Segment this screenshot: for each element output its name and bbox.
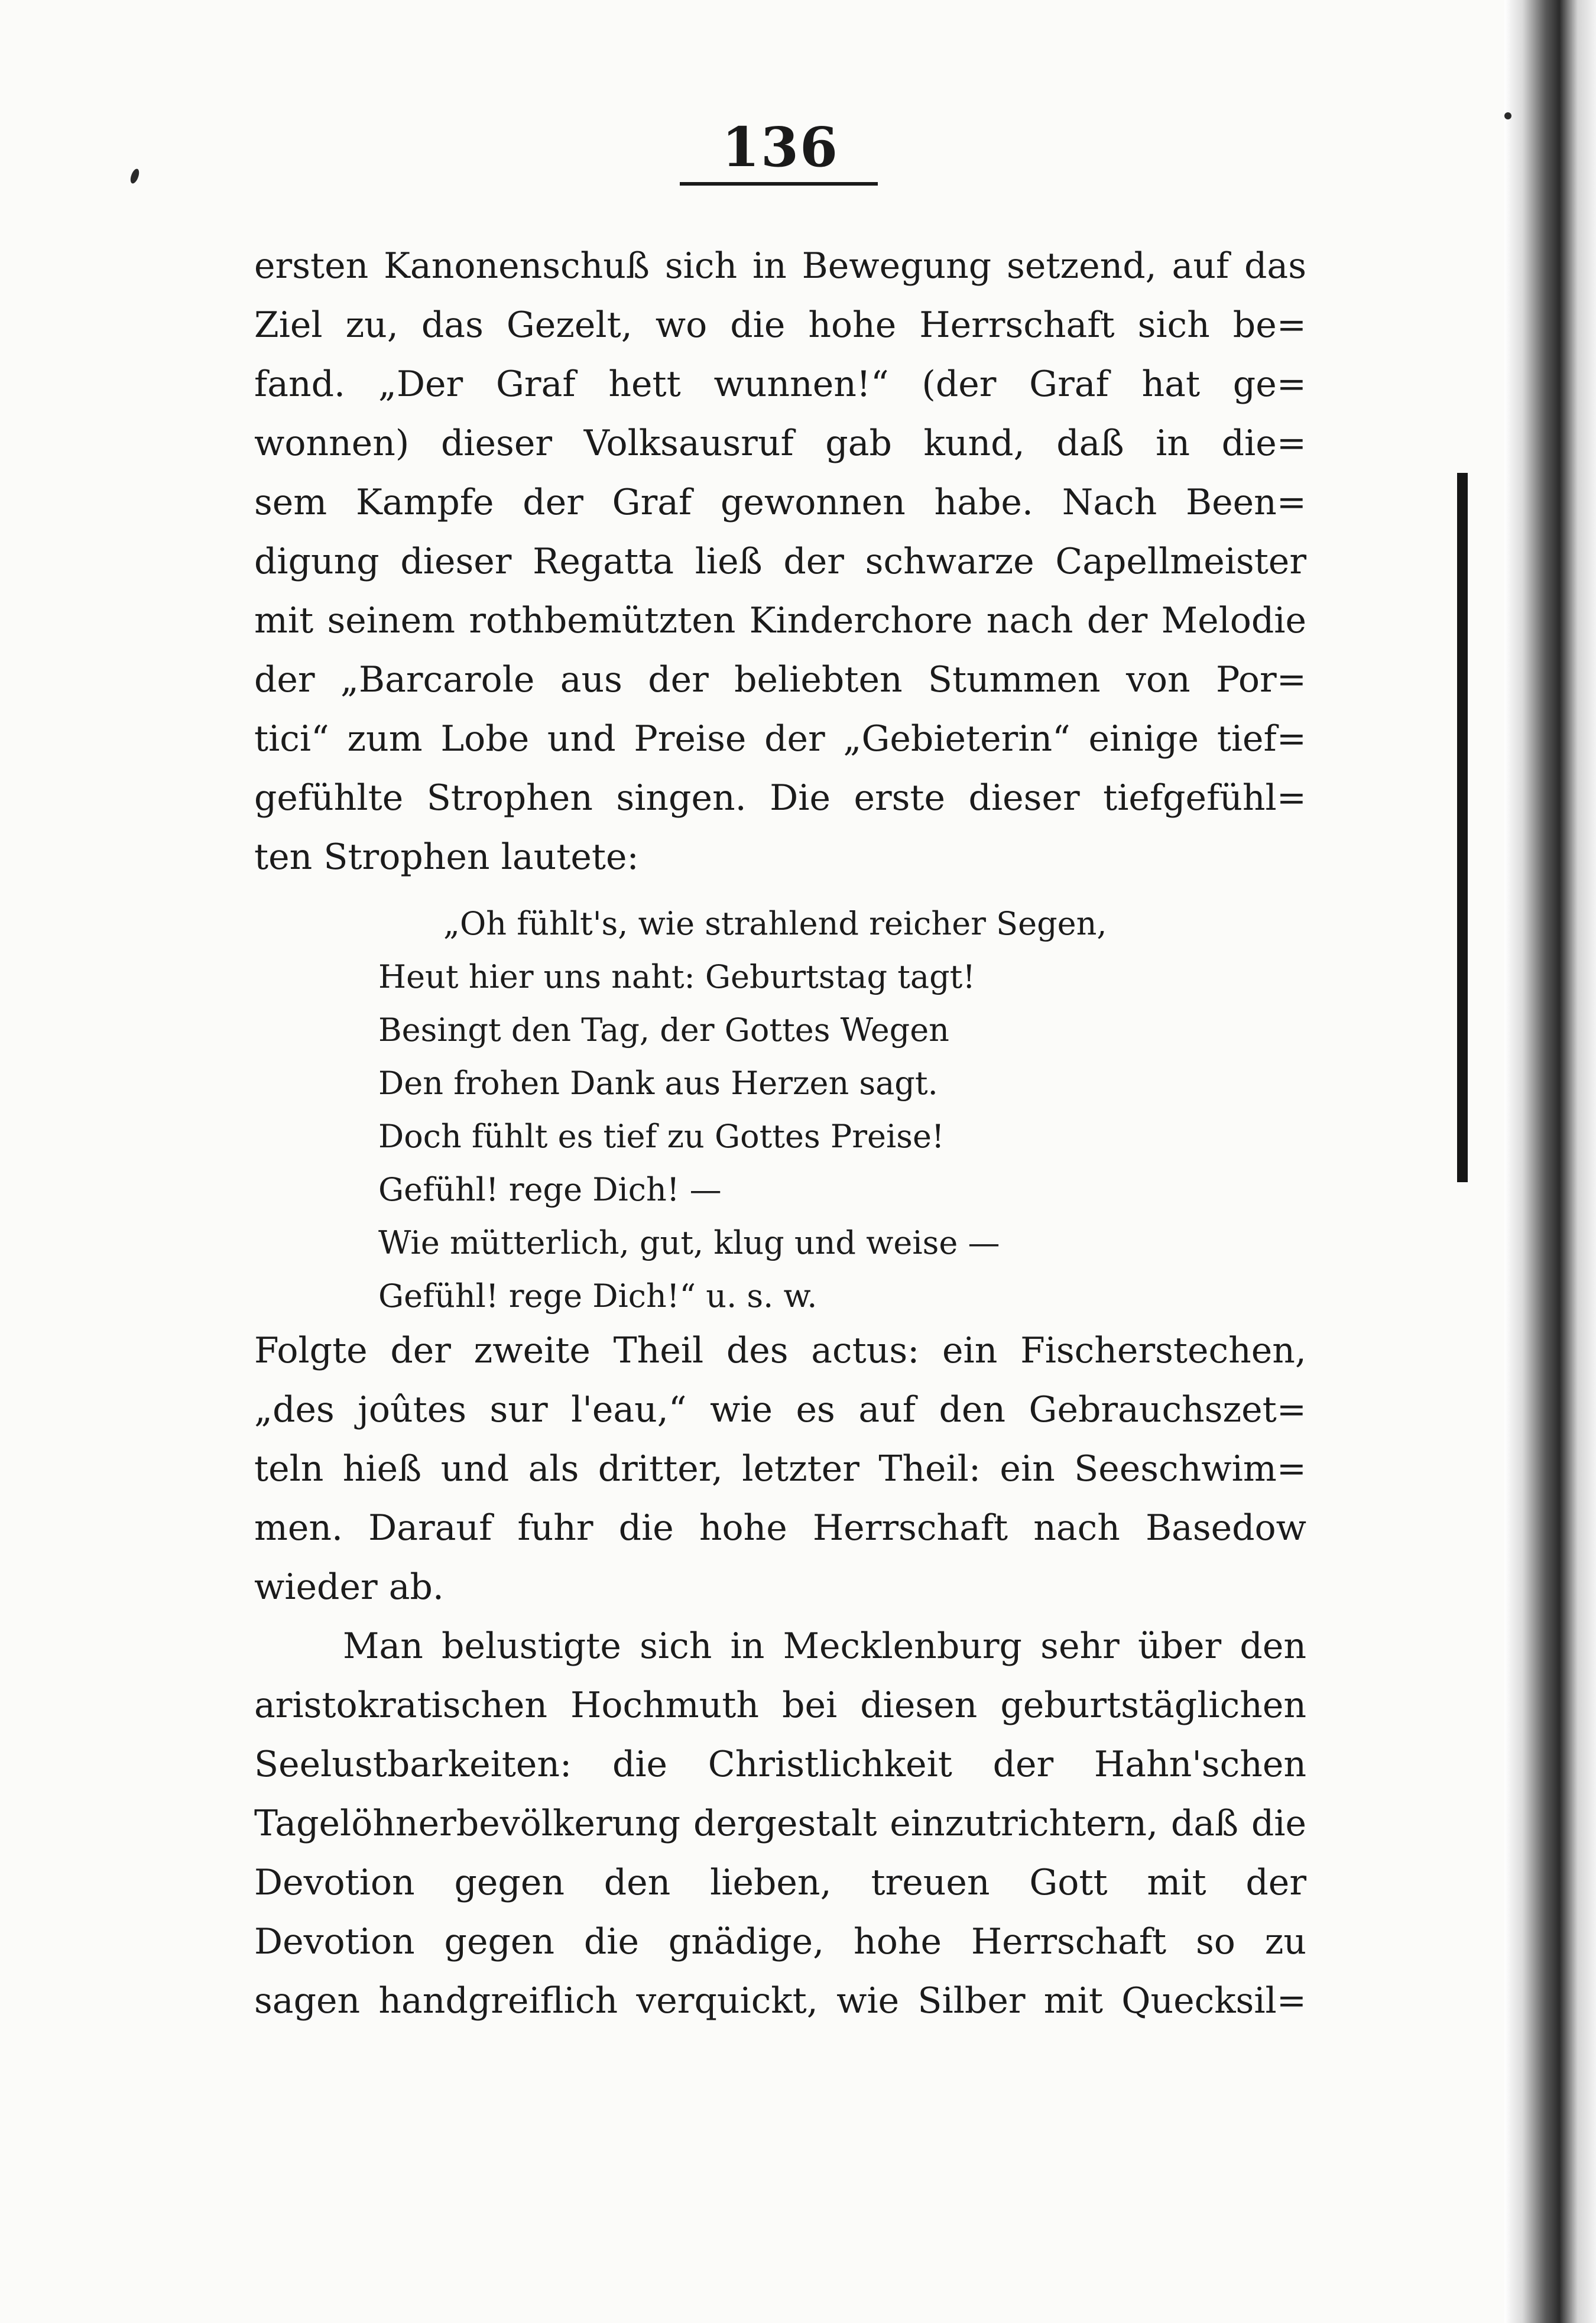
text-line: men. Darauf fuhr die hohe Herrschaft nach Basedow bbox=[254, 1507, 1306, 1549]
paragraph-3 bbox=[254, 1617, 1306, 2030]
page-number: 136 bbox=[721, 115, 839, 179]
paragraph-2 bbox=[254, 1321, 1306, 1617]
poem-line: Wie mütterlich, gut, klug und weise — bbox=[378, 1224, 1000, 1261]
text-line: ten Strophen lautete: bbox=[254, 836, 639, 878]
text-line: Devotion gegen den lieben, treuen Gott mit der bbox=[254, 1862, 1306, 1903]
text-line: Devotion gegen die gnädige, hohe Herrschaft so zu bbox=[254, 1921, 1306, 1962]
poem-stanza bbox=[378, 897, 1265, 1323]
text-line: mit seinem rothbemützten Kinderchore nach der Melodie bbox=[254, 600, 1306, 641]
text-line: gefühlte Strophen singen. Die erste dieser tiefgefühl= bbox=[254, 777, 1306, 819]
scan-edge-bar bbox=[1457, 473, 1468, 1182]
text-line: wonnen) dieser Volksausruf gab kund, daß in die= bbox=[254, 423, 1306, 464]
text-line: „des joûtes sur l'eau,“ wie es auf den Gebrauchszet= bbox=[254, 1389, 1306, 1430]
text-line: ersten Kanonenschuß sich in Bewegung setzend, auf das bbox=[254, 245, 1306, 287]
poem-line: „Oh fühlt's, wie strahlend reicher Segen, bbox=[443, 905, 1107, 942]
text-line: tici“ zum Lobe und Preise der „Gebieterin“ einige tief= bbox=[254, 718, 1306, 760]
page-number-rule bbox=[680, 182, 878, 186]
text-line: Tagelöhnerbevölkerung dergestalt einzutrichtern, daß die bbox=[254, 1803, 1306, 1844]
text-line: Folgte der zweite Theil des actus: ein Fischerstechen, bbox=[254, 1330, 1306, 1371]
ink-speck bbox=[1504, 112, 1511, 119]
text-line: Man belustigte sich in Mecklenburg sehr über den bbox=[343, 1626, 1306, 1667]
poem-line: Doch fühlt es tief zu Gottes Preise! bbox=[378, 1118, 945, 1155]
text-line: Seelustbarkeiten: die Christlichkeit der Hahn'schen bbox=[254, 1744, 1306, 1785]
text-line: der „Barcarole aus der beliebten Stummen von Por= bbox=[254, 659, 1306, 700]
text-line: sem Kampfe der Graf gewonnen habe. Nach Been= bbox=[254, 482, 1306, 523]
text-line: fand. „Der Graf hett wunnen!“ (der Graf hat ge= bbox=[254, 364, 1306, 405]
text-line: Ziel zu, das Gezelt, wo die hohe Herrschaft sich be= bbox=[254, 304, 1306, 346]
text-line: sagen handgreiflich verquickt, wie Silber mit Quecksil= bbox=[254, 1980, 1306, 2022]
poem-line: Heut hier uns naht: Geburtstag tagt! bbox=[378, 958, 976, 995]
text-line: digung dieser Regatta ließ der schwarze Capellmeister bbox=[254, 541, 1306, 582]
poem-line: Besingt den Tag, der Gottes Wegen bbox=[378, 1011, 949, 1049]
poem-line: Gefühl! rege Dich!“ u. s. w. bbox=[378, 1277, 818, 1315]
paragraph-1 bbox=[254, 236, 1306, 887]
scan-edge-shadow bbox=[1504, 0, 1596, 2323]
ink-speck bbox=[129, 168, 141, 185]
text-line: wieder ab. bbox=[254, 1566, 444, 1608]
text-line: teln hieß und als dritter, letzter Theil: ein Seeschwim= bbox=[254, 1448, 1306, 1490]
poem-line: Gefühl! rege Dich! — bbox=[378, 1171, 722, 1208]
text-line: aristokratischen Hochmuth bei diesen geburtstäglichen bbox=[254, 1685, 1306, 1726]
poem-line: Den frohen Dank aus Herzen sagt. bbox=[378, 1065, 938, 1102]
